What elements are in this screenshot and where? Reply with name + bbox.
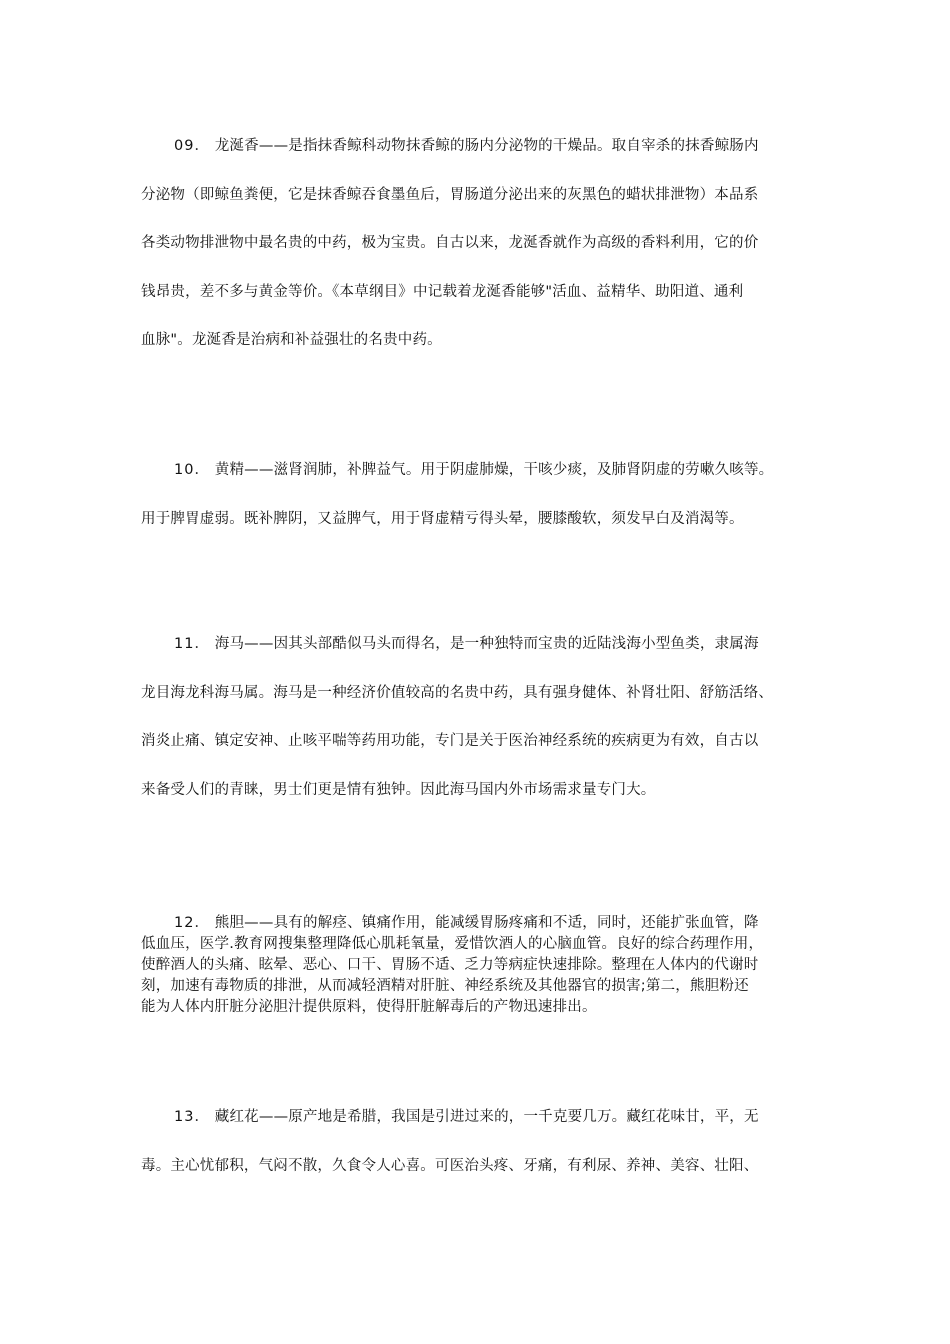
paragraph-line: 分泌物（即鲸鱼粪便，它是抹香鲸吞食墨鱼后，胃肠道分泌出来的灰黑色的蜡状排泄物）本品系 <box>141 186 759 203</box>
paragraph-line: 各类动物排泄物中最名贵的中药，极为宝贵。自古以来，龙涎香就作为高级的香料利用，它的价 <box>141 235 759 251</box>
paragraph-line: 来备受人们的青睐，男士们更是情有独钟。因此海马国内外市场需求量专门大。 <box>141 781 656 798</box>
line-text: 龙涎香——是指抹香鲸科动物抹香鲸的肠内分泌物的干燥品。取自宰杀的抹香鲸肠内 <box>214 138 759 154</box>
paragraph-line <box>141 1107 831 1156</box>
item-number: 13． <box>174 1109 210 1125</box>
item-number: 12． <box>174 915 210 931</box>
paragraph-13 <box>141 1107 831 1204</box>
line-text: 黄精——滋肾润肺，补脾益气。用于阴虚肺燥，干咳少痰，及肺肾阴虚的劳嗽久咳等。 <box>214 462 774 478</box>
line-text: 藏红花——原产地是希腊，我国是引进过来的，一千克要几万。藏红花味甘，平，无 <box>214 1109 759 1125</box>
item-number: 10． <box>174 462 210 478</box>
paragraph-line <box>141 460 831 509</box>
paragraph-line: 龙目海龙科海马属。海马是一种经济价值较高的名贵中药，具有强身健体、补肾壮阳、舒筋活络、 <box>141 684 774 701</box>
paragraph-line: 血脉"。龙涎香是治病和补益强壮的名贵中药。 <box>141 332 442 348</box>
paragraph-line <box>141 913 831 934</box>
item-number: 11． <box>174 636 210 652</box>
line-text: 海马——因其头部酷似马头而得名，是一种独特而宝贵的近陆浅海小型鱼类，隶属海 <box>214 636 759 652</box>
paragraph-line <box>141 634 831 683</box>
paragraph-line: 钱昂贵，差不多与黄金等价。《本草纲目》中记载着龙涎香能够"活血、益精华、助阳道、通利 <box>141 283 744 300</box>
paragraph-line: 刻，加速有毒物质的排泄，从而减轻酒精对肝脏、神经系统及其他器官的损害;第二，熊胆粉还 <box>141 978 749 994</box>
paragraph-10 <box>141 460 831 557</box>
paragraph-line: 消炎止痛、镇定安神、止咳平喘等药用功能，专门是关于医治神经系统的疾病更为有效，自古以 <box>141 733 759 749</box>
paragraph-line: 能为人体内肝脏分泌胆汁提供原料，使得肝脏解毒后的产物迅速排出。 <box>141 999 597 1015</box>
paragraph-line: 低血压，医学.教育网搜集整理降低心肌耗氧量，爱惜饮酒人的心脑血管。良好的综合药理作用， <box>141 936 764 952</box>
paragraph-12 <box>141 913 831 1018</box>
paragraph-line: 使醉酒人的头痛、眩晕、恶心、口干、胃肠不适、乏力等病症快速排除。整理在人体内的代谢时 <box>141 957 759 973</box>
line-text: 熊胆——具有的解痉、镇痛作用，能减缓胃肠疼痛和不适，同时，还能扩张血管，降 <box>214 915 759 931</box>
paragraph-line: 毒。主心忧郁积，气闷不散，久食令人心喜。可医治头疼、牙痛，有利尿、养神、美容、壮阳、 <box>141 1157 759 1174</box>
item-number: 09． <box>174 138 210 154</box>
paragraph-line <box>141 136 831 185</box>
paragraph-09 <box>141 136 831 379</box>
paragraph-11 <box>141 634 831 828</box>
paragraph-line: 用于脾胃虚弱。既补脾阴，又益脾气，用于肾虚精亏得头晕，腰膝酸软，须发早白及消渴等。 <box>141 510 744 527</box>
